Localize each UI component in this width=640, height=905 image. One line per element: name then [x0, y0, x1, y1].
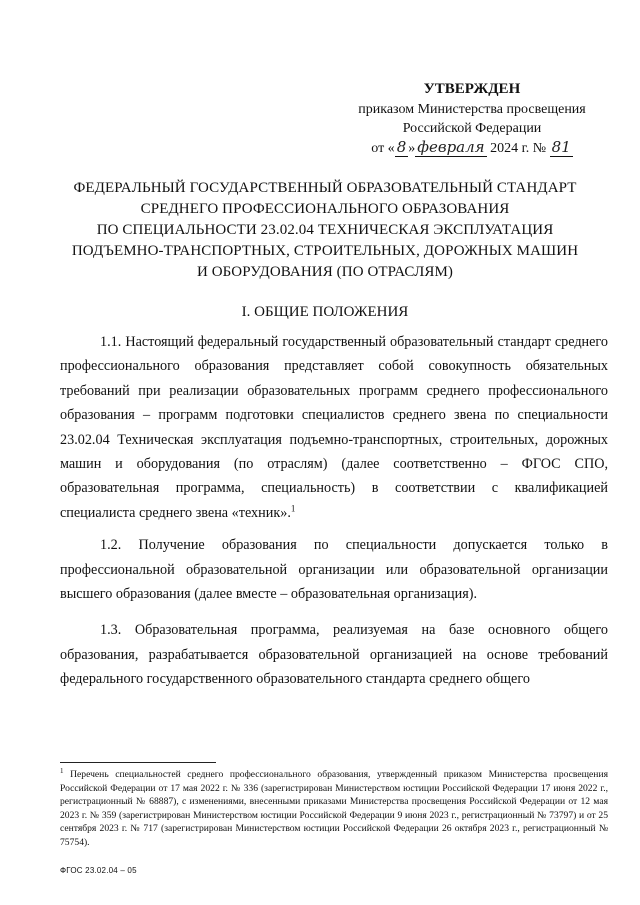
date-mid: » — [408, 141, 416, 156]
paragraph-1-3: 1.3. Образовательная программа, реализуемая на базе основного общего образования, разрабатывается образовательной организацией на основе требований федерального государственного образовательного стандарта среднего общего — [60, 622, 608, 688]
handwritten-month: февраля — [417, 138, 485, 156]
standard-title-line-1: ФЕДЕРАЛЬНЫЙ ГОСУДАРСТВЕННЫЙ ОБРАЗОВАТЕЛЬНЫЙ СТАНДАРТ — [73, 180, 577, 196]
section-heading: I. ОБЩИЕ ПОЛОЖЕНИЯ — [241, 304, 409, 320]
approval-stamp — [332, 80, 612, 158]
date-year: 2024 г. № — [490, 141, 547, 156]
paragraph-1-2: 1.2. Получение образования по специальности допускается только в профессиональной образовательной организации или образовательной организации высшего образования (далее вместе – образовательная организация). — [60, 537, 608, 603]
body-text — [60, 330, 608, 700]
approval-line-ministry: приказом Министерства просвещения — [358, 102, 586, 117]
standard-title-line-4: ПОДЪЕМНО-ТРАНСПОРТНЫХ, СТРОИТЕЛЬНЫХ, ДОРОЖНЫХ МАШИН — [71, 243, 579, 259]
handwritten-order-number: 81 — [551, 138, 571, 156]
handwritten-day: 8 — [396, 138, 407, 156]
paragraph-1-1 — [60, 330, 608, 525]
approval-title: УТВЕРЖДЕН — [423, 81, 521, 97]
standard-title — [60, 178, 590, 283]
date-prefix: от « — [371, 141, 395, 156]
approval-line-country: Российской Федерации — [402, 121, 542, 136]
footnote-text: Перечень специальностей среднего профессионального образования, утвержденный приказом Министерства просвещения Российской Федерации от 17 мая 2022 г. № 336 (зарегистрирован Министерством юстиции Российской Федерации 17 июня 2022 г., регистрационный № 68887), с изменениями, внесенными приказами Министерства просвещения Российской Федерации от 12 мая 2023 г. № 359 (зарегистрирован Министерством юстиции Российской Федерации 9 июня 2023 г., регистрационный № 73797) и от 25 сентября 2023 г. № 717 (зарегистрирован Министерством юстиции Российской Федерации 26 октября 2023 г., регистрационный № 75754). — [60, 769, 608, 848]
page-code: ФГОС 23.02.04 – 05 — [60, 866, 137, 875]
footnote-reference[interactable]: 1 — [290, 503, 296, 514]
standard-title-line-2: СРЕДНЕГО ПРОФЕССИОНАЛЬНОГО ОБРАЗОВАНИЯ — [140, 201, 510, 217]
paragraph-1-1-text: 1.1. Настоящий федеральный государственный образовательный стандарт среднего профессионального образования представляет собой совокупность обязательных требований при реализации образовательных программ среднего профессионального образования – программ подготовки специалистов среднего звена по специальности 23.02.04 Техническая эксплуатация подъемно-транспортных, строительных, дорожных машин и оборудования (по отраслям) (далее соответственно – ФГОС СПО, образовательная программа, специальность) в соответствии с квалификацией специалиста среднего звена «техник». — [60, 334, 608, 521]
footnote-number: 1 — [60, 766, 64, 775]
approval-date-line — [332, 138, 612, 158]
footnote-divider — [60, 762, 216, 763]
footnote — [60, 768, 608, 850]
standard-title-line-3: ПО СПЕЦИАЛЬНОСТИ 23.02.04 ТЕХНИЧЕСКАЯ ЭКСПЛУАТАЦИЯ — [96, 222, 554, 238]
standard-title-line-5: И ОБОРУДОВАНИЯ (ПО ОТРАСЛЯМ) — [196, 264, 454, 280]
